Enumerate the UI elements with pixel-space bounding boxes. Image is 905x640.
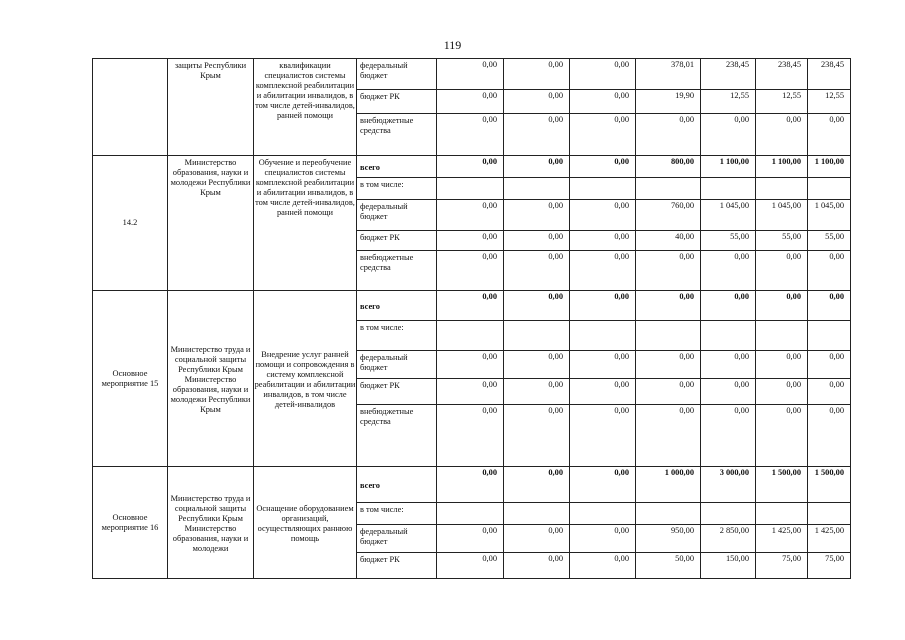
row-number-cell <box>93 59 168 156</box>
amount-cell: 0,00 <box>570 90 636 114</box>
amount-cell: 0,00 <box>437 525 504 553</box>
amount-cell: 0,00 <box>756 351 808 379</box>
amount-cell: 0,00 <box>504 553 570 579</box>
amount-cell <box>437 178 504 200</box>
amount-cell: 12,55 <box>756 90 808 114</box>
amount-cell: 0,00 <box>756 291 808 321</box>
funding-source-cell: внебюджетные средства <box>357 114 437 156</box>
amount-cell <box>756 503 808 525</box>
amount-cell: 0,00 <box>437 114 504 156</box>
amount-cell: 238,45 <box>701 59 756 90</box>
amount-cell: 0,00 <box>636 251 701 291</box>
amount-cell <box>701 178 756 200</box>
amount-cell: 0,00 <box>504 59 570 90</box>
amount-cell: 0,00 <box>437 90 504 114</box>
amount-cell: 0,00 <box>504 231 570 251</box>
amount-cell <box>636 503 701 525</box>
amount-cell: 0,00 <box>701 114 756 156</box>
funding-source-cell: всего <box>357 291 437 321</box>
amount-cell: 1 425,00 <box>756 525 808 553</box>
table-row <box>93 59 851 90</box>
amount-cell: 0,00 <box>504 525 570 553</box>
amount-cell: 12,55 <box>701 90 756 114</box>
amount-cell: 50,00 <box>636 553 701 579</box>
amount-cell <box>570 178 636 200</box>
amount-cell: 1 100,00 <box>701 156 756 178</box>
amount-cell <box>570 503 636 525</box>
amount-cell: 0,00 <box>504 114 570 156</box>
amount-cell: 0,00 <box>756 405 808 467</box>
funding-source-cell: федеральный бюджет <box>357 351 437 379</box>
amount-cell <box>808 321 851 351</box>
amount-cell: 0,00 <box>701 379 756 405</box>
amount-cell: 0,00 <box>570 114 636 156</box>
amount-cell: 0,00 <box>437 553 504 579</box>
amount-cell: 150,00 <box>701 553 756 579</box>
funding-source-cell: бюджет РК <box>357 90 437 114</box>
amount-cell: 1 500,00 <box>808 467 851 503</box>
amount-cell <box>504 178 570 200</box>
amount-cell <box>701 321 756 351</box>
amount-cell <box>808 503 851 525</box>
amount-cell: 238,45 <box>808 59 851 90</box>
amount-cell: 0,00 <box>504 467 570 503</box>
funding-source-cell: всего <box>357 467 437 503</box>
amount-cell: 0,00 <box>437 467 504 503</box>
amount-cell: 0,00 <box>701 251 756 291</box>
activity-cell: Оснащение оборудованием организаций, осуществляющих раннюю помощь <box>254 467 357 579</box>
amount-cell <box>756 178 808 200</box>
amount-cell <box>701 503 756 525</box>
amount-cell: 0,00 <box>504 405 570 467</box>
activity-cell: квалификации специалистов системы комплексной реабилитации и абилитации инвалидов, в том числе детей-инвалидов, ранней помощи <box>254 59 357 156</box>
activity-cell: Внедрение услуг ранней помощи и сопровождения в систему комплексной реабилитации и абилитации инвалидов, в том числе детей-инвалидов <box>254 291 357 467</box>
amount-cell: 0,00 <box>808 405 851 467</box>
executor-cell: Министерство труда и социальной защиты Республики Крым Министерство образования, науки и молодежи <box>168 467 254 579</box>
amount-cell: 0,00 <box>570 200 636 231</box>
amount-cell: 0,00 <box>570 59 636 90</box>
amount-cell <box>437 321 504 351</box>
amount-cell <box>570 321 636 351</box>
amount-cell: 55,00 <box>756 231 808 251</box>
amount-cell: 0,00 <box>570 553 636 579</box>
amount-cell: 800,00 <box>636 156 701 178</box>
amount-cell: 55,00 <box>701 231 756 251</box>
amount-cell: 0,00 <box>504 291 570 321</box>
amount-cell: 12,55 <box>808 90 851 114</box>
table-row <box>93 467 851 503</box>
amount-cell: 0,00 <box>808 351 851 379</box>
amount-cell: 0,00 <box>437 351 504 379</box>
amount-cell: 950,00 <box>636 525 701 553</box>
funding-source-cell: федеральный бюджет <box>357 59 437 90</box>
funding-source-cell: в том числе: <box>357 178 437 200</box>
amount-cell: 0,00 <box>570 525 636 553</box>
amount-cell: 0,00 <box>808 291 851 321</box>
amount-cell: 0,00 <box>504 156 570 178</box>
row-number-cell: Основное мероприятие 16 <box>93 467 168 579</box>
executor-cell: Министерство образования, науки и молодежи Республики Крым <box>168 156 254 291</box>
amount-cell: 1 045,00 <box>808 200 851 231</box>
executor-cell: Министерство труда и социальной защиты Республики Крым Министерство образования, науки и молодежи Республики Крым <box>168 291 254 467</box>
amount-cell: 0,00 <box>808 379 851 405</box>
amount-cell: 0,00 <box>636 351 701 379</box>
amount-cell: 0,00 <box>701 405 756 467</box>
amount-cell: 0,00 <box>437 405 504 467</box>
amount-cell: 75,00 <box>756 553 808 579</box>
funding-source-cell: в том числе: <box>357 321 437 351</box>
amount-cell: 760,00 <box>636 200 701 231</box>
amount-cell: 0,00 <box>437 291 504 321</box>
row-number-cell: Основное мероприятие 15 <box>93 291 168 467</box>
amount-cell <box>504 503 570 525</box>
amount-cell: 0,00 <box>570 291 636 321</box>
funding-source-cell: бюджет РК <box>357 553 437 579</box>
amount-cell: 1 100,00 <box>756 156 808 178</box>
amount-cell: 378,01 <box>636 59 701 90</box>
amount-cell: 0,00 <box>504 351 570 379</box>
amount-cell: 75,00 <box>808 553 851 579</box>
funding-source-cell: внебюджетные средства <box>357 251 437 291</box>
amount-cell: 0,00 <box>504 200 570 231</box>
table-row <box>93 156 851 178</box>
amount-cell: 0,00 <box>570 351 636 379</box>
funding-table <box>92 58 851 579</box>
funding-source-cell: в том числе: <box>357 503 437 525</box>
amount-cell: 1 500,00 <box>756 467 808 503</box>
funding-source-cell: внебюджетные средства <box>357 405 437 467</box>
amount-cell: 0,00 <box>756 251 808 291</box>
page-number: 119 <box>443 38 462 52</box>
amount-cell: 0,00 <box>570 156 636 178</box>
amount-cell <box>437 503 504 525</box>
funding-source-cell: бюджет РК <box>357 231 437 251</box>
amount-cell: 0,00 <box>636 379 701 405</box>
amount-cell: 2 850,00 <box>701 525 756 553</box>
amount-cell: 1 045,00 <box>756 200 808 231</box>
amount-cell: 0,00 <box>570 467 636 503</box>
amount-cell <box>636 321 701 351</box>
executor-cell: защиты Республики Крым <box>168 59 254 156</box>
amount-cell: 55,00 <box>808 231 851 251</box>
amount-cell: 0,00 <box>808 114 851 156</box>
amount-cell: 0,00 <box>437 231 504 251</box>
amount-cell: 0,00 <box>756 114 808 156</box>
amount-cell: 238,45 <box>756 59 808 90</box>
amount-cell <box>504 321 570 351</box>
amount-cell <box>808 178 851 200</box>
row-number-cell: 14.2 <box>93 156 168 291</box>
activity-cell: Обучение и переобучение специалистов системы комплексной реабилитации и абилитации инвалидов, в том числе детей-инвалидов, ранней помощи <box>254 156 357 291</box>
funding-source-cell: всего <box>357 156 437 178</box>
funding-source-cell: федеральный бюджет <box>357 200 437 231</box>
amount-cell: 0,00 <box>701 351 756 379</box>
amount-cell: 0,00 <box>437 59 504 90</box>
amount-cell: 1 425,00 <box>808 525 851 553</box>
amount-cell: 1 100,00 <box>808 156 851 178</box>
amount-cell: 1 000,00 <box>636 467 701 503</box>
amount-cell: 0,00 <box>437 156 504 178</box>
amount-cell: 0,00 <box>570 251 636 291</box>
amount-cell <box>756 321 808 351</box>
amount-cell: 0,00 <box>437 200 504 231</box>
amount-cell: 0,00 <box>808 251 851 291</box>
amount-cell: 0,00 <box>636 405 701 467</box>
amount-cell: 3 000,00 <box>701 467 756 503</box>
table-row <box>93 291 851 321</box>
amount-cell: 0,00 <box>636 114 701 156</box>
amount-cell: 0,00 <box>437 251 504 291</box>
amount-cell: 0,00 <box>570 231 636 251</box>
amount-cell: 0,00 <box>570 405 636 467</box>
amount-cell: 0,00 <box>756 379 808 405</box>
amount-cell: 0,00 <box>504 251 570 291</box>
amount-cell: 0,00 <box>437 379 504 405</box>
amount-cell: 0,00 <box>504 90 570 114</box>
amount-cell: 40,00 <box>636 231 701 251</box>
amount-cell <box>636 178 701 200</box>
funding-source-cell: федеральный бюджет <box>357 525 437 553</box>
amount-cell: 0,00 <box>701 291 756 321</box>
amount-cell: 0,00 <box>636 291 701 321</box>
amount-cell: 0,00 <box>504 379 570 405</box>
funding-source-cell: бюджет РК <box>357 379 437 405</box>
amount-cell: 19,90 <box>636 90 701 114</box>
amount-cell: 0,00 <box>570 379 636 405</box>
amount-cell: 1 045,00 <box>701 200 756 231</box>
